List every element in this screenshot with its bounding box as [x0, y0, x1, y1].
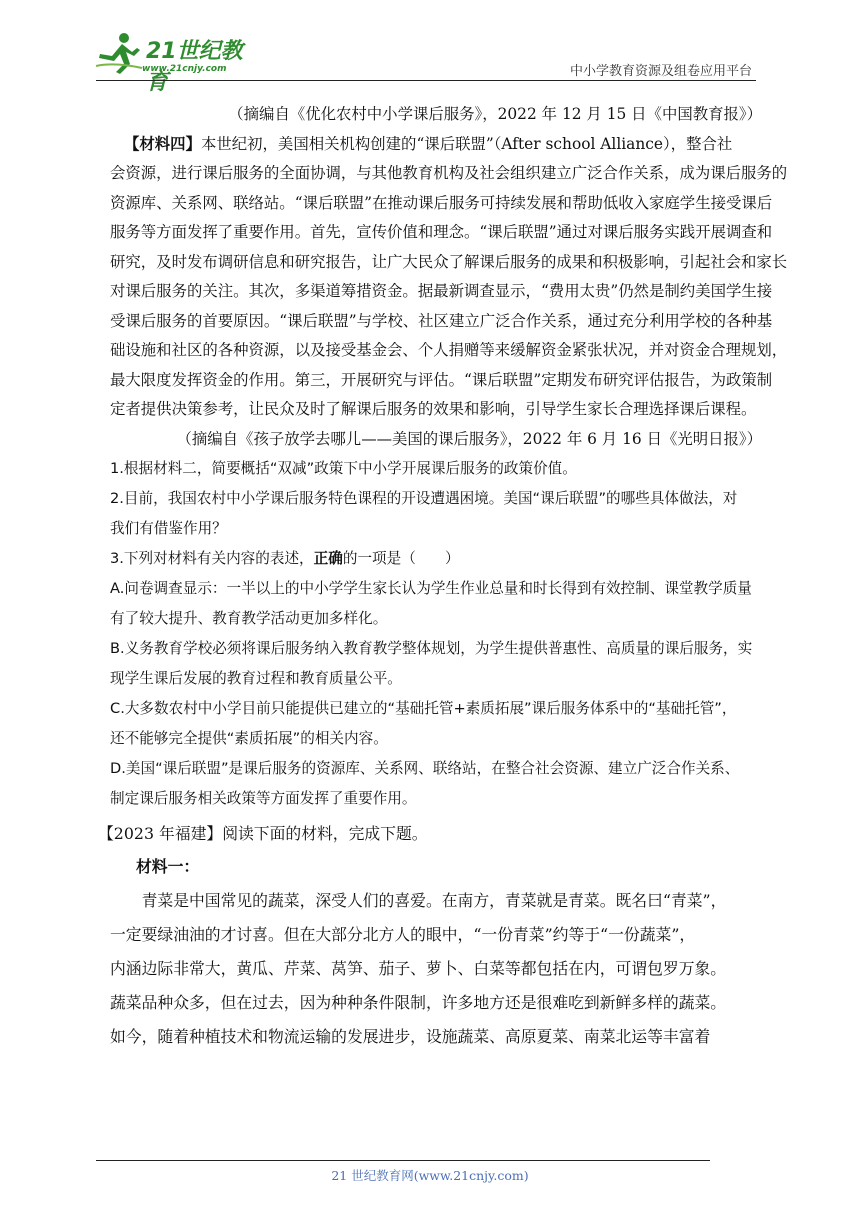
material-4-line: 会资源，进行课后服务的全面协调，与其他教育机构及社会组织建立广泛合作关系，成为课后服务的: [110, 164, 788, 182]
material-1-line: 内涵边际非常大，黄瓜、芹菜、莴笋、茄子、萝卜、白菜等都包括在内，可谓包罗万象。: [110, 959, 727, 978]
material-1-line: 如今，随着种植技术和物流运输的发展进步，设施蔬菜、高原夏菜、南菜北运等丰富着: [110, 1027, 711, 1046]
option-c-line: C.大多数农村中小学目前只能提供已建立的“基础托管+素质拓展”课后服务体系中的“基础托管”，: [110, 700, 737, 717]
material-4-line: 定者提供决策参考，让民众及时了解课后服务的效果和影响，引导学生家长合理选择课后课程。: [110, 400, 757, 418]
material-4-line: 受课后服务的首要原因。“课后联盟”与学校、社区建立广泛合作关系，通过充分利用学校的各种基: [110, 311, 773, 330]
question-1: 1.根据材料二，简要概括“双减”政策下中小学开展课后服务的政策价值。: [110, 460, 577, 477]
material-4-line: 对课后服务的关注。其次，多渠道筹措资金。据最新调查显示，“费用太贵”仍然是制约美国学生接: [110, 282, 773, 300]
runner-logo-icon: [94, 30, 146, 74]
material-1-line: 一定要绿油油的才讨喜。但在大部分北方人的眼中，“一份青菜”约等于“一份蔬菜”，: [110, 925, 696, 944]
option-b-line: B.义务教育学校必须将课后服务纳入教育教学整体规划，为学生提供普惠性、高质量的课后服务，实: [110, 640, 753, 657]
page-header: [0, 0, 860, 95]
footer-site-link[interactable]: 21 世纪教育网(www.21cnjy.com): [331, 1168, 529, 1183]
option-d-line: 制定课后服务相关政策等方面发挥了重要作用。: [110, 790, 417, 807]
option-d-line: D.美国“课后联盟”是课后服务的资源库、关系网、联络站，在整合社会资源、建立广泛合作关系、: [110, 760, 740, 777]
material-1-title: 材料一：: [136, 857, 200, 876]
question-3: [110, 544, 762, 574]
section-heading: 【2023 年福建】阅读下面的材料，完成下题。: [98, 824, 428, 843]
material-4-line: 最大限度发挥资金的作用。第三，开展研究与评估。“课后联盟”定期发布研究评估报告，为政策制: [110, 370, 773, 389]
material-4-label: 【材料四】: [124, 134, 201, 153]
platform-name: 中小学教育资源及组卷应用平台: [569, 64, 752, 79]
material-1-line: 蔬菜品种众多，但在过去，因为种种条件限制，许多地方还是很难吃到新鲜多样的蔬菜。: [110, 993, 727, 1012]
material-4-line: 础设施和社区的各种资源，以及接受基金会、个人捐赠等来缓解资金紧张状况，并对资金合理规划，: [110, 341, 788, 359]
source-citation-2: （摘编自《孩子放学去哪儿——美国的课后服务》，2022 年 6 月 16 日《光明日报》）: [176, 429, 762, 448]
material-1-line: 青菜是中国常见的蔬菜，深受人们的喜爱。在南方，青菜就是青菜。既名曰“青菜”，: [110, 891, 727, 910]
question-3-emphasis: 正确: [313, 550, 343, 567]
logo-url: www.21cnjy.com: [142, 64, 227, 74]
logo: [94, 30, 264, 95]
question-2-line: 我们有借鉴作用？: [110, 520, 227, 537]
option-a-line: 有了较大提升、教育教学活动更加多样化。: [110, 610, 388, 627]
material-4-line: 服务等方面发挥了重要作用。首先，宣传价值和理念。“课后联盟”通过对课后服务实践开展调查和: [110, 223, 773, 241]
material-4-line: 研究，及时发布调研信息和研究报告，让广大民众了解课后服务的成果和积极影响，引起社会和家长: [110, 252, 788, 271]
material-4-line: 资源库、关系网、联络站。“课后联盟”在推动课后服务可持续发展和帮助低收入家庭学生接受课后: [110, 193, 773, 212]
header-divider: [96, 80, 756, 81]
document-body: [98, 100, 788, 1054]
question-2-line: 2.目前，我国农村中小学课后服务特色课程的开设遭遇困境。美国“课后联盟”的哪些具体做法，对: [110, 490, 738, 507]
footer-divider: [96, 1160, 710, 1161]
option-a-line: A.问卷调查显示：一半以上的中小学学生家长认为学生作业总量和时长得到有效控制、课堂教学质量: [110, 580, 752, 597]
material-4: [110, 130, 788, 425]
option-b-line: 现学生课后发展的教育过程和教育质量公平。: [110, 670, 402, 687]
source-citation-1: （摘编自《优化农村中小学课后服务》，2022 年 12 月 15 日《中国教育报》）: [228, 105, 762, 123]
question-3-prefix: 3.下列对材料有关内容的表述，: [110, 550, 314, 567]
material-4-line: 本世纪初，美国相关机构创建的“课后联盟”（After school Alliance），整合社: [200, 134, 733, 153]
question-3-suffix: 的一项是（ ）: [342, 550, 460, 567]
logo-text: 21世纪教育: [146, 39, 243, 95]
option-c-line: 还不能够完全提供“素质拓展”的相关内容。: [110, 730, 388, 747]
